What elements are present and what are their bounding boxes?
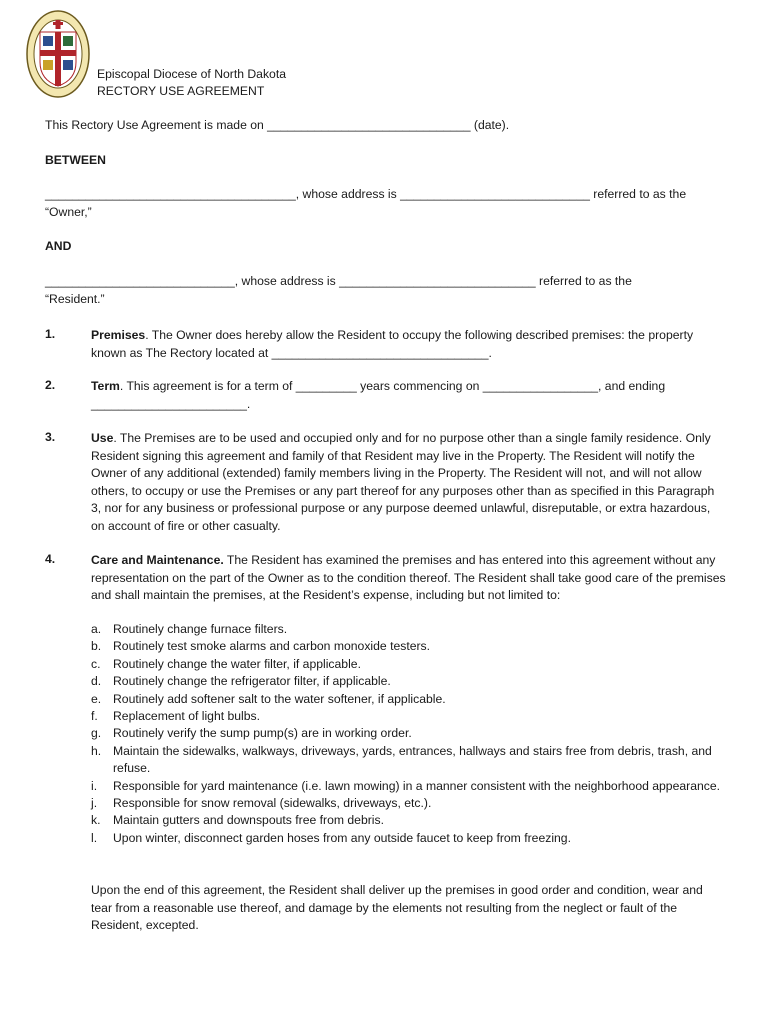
document-title: RECTORY USE AGREEMENT (97, 84, 265, 98)
section-number: 4. (45, 552, 56, 566)
list-item (91, 673, 731, 690)
list-letter: d. (91, 674, 102, 689)
section-text (91, 430, 727, 535)
resident-label: “Resident.” (45, 292, 105, 306)
list-text: Routinely change the water filter, if applicable. (113, 656, 361, 671)
section-title: Care and Maintenance. (91, 553, 224, 567)
section-body: . The Premises are to be used and occupied only and for no purpose other than a single family residence. Only Resident signing this agreement and family of that Resident may live in the Property. The Resident will notify the Owner of any additional (extended) family members living in the Property. The Resident will not, and will not allow others, to occupy or use the Premises or any part thereof for any purposes other than as specified in this Paragraph 3, nor for any business or professional purpose or any purpose deemed unlawful, disreputable, or extra hazardous, on account of fire or other casualty. (91, 431, 715, 533)
section-title: Term (91, 379, 120, 393)
list-text: Routinely change furnace filters. (113, 622, 288, 636)
list-text: Responsible for yard maintenance (i.e. lawn mowing) in a manner consistent with the neighborhood appearance. (113, 778, 721, 793)
diocese-seal-logo (26, 10, 90, 98)
list-letter: j. (91, 796, 98, 811)
section-body: . The Owner does hereby allow the Resident to occupy the following described premises: the property known as The Rectory located at ________________________________. (91, 328, 694, 360)
list-item (91, 812, 731, 829)
section-number: 2. (45, 378, 56, 392)
owner-line: _____________________________________, whose address is ____________________________ referred to as the (45, 187, 687, 201)
list-item (91, 638, 731, 655)
section-title: Use (91, 431, 114, 445)
closing-paragraph: Upon the end of this agreement, the Resident shall deliver up the premises in good order and condition, wear and tear from a reasonable use thereof, and damage by the elements not resulting from the neglect or fault of the Resident, excepted. (91, 883, 703, 932)
list-letter: c. (91, 656, 101, 671)
list-letter: k. (91, 813, 101, 828)
list-item (91, 621, 731, 638)
list-text: Routinely test smoke alarms and carbon monoxide testers. (113, 639, 431, 654)
intro-line: This Rectory Use Agreement is made on ______________________________ (date). (45, 118, 510, 132)
section-text (91, 327, 727, 362)
section-number: 1. (45, 327, 56, 341)
list-text: Routinely add softener salt to the water softener, if applicable. (113, 691, 446, 706)
and-heading: AND (45, 239, 72, 253)
list-text: Upon winter, disconnect garden hoses from any outside faucet to keep from freezing. (113, 830, 571, 845)
section-number: 3. (45, 430, 56, 444)
list-text: Routinely change the refrigerator filter, if applicable. (113, 674, 391, 689)
list-letter: l. (91, 830, 98, 845)
list-letter: e. (91, 691, 102, 706)
list-letter: f. (91, 709, 98, 724)
section-title: Premises (91, 328, 146, 342)
list-item (91, 830, 731, 847)
section-text (91, 378, 727, 413)
section-body: . This agreement is for a term of _________ years commencing on _________________, and ending _______________________. (91, 379, 666, 411)
list-item (91, 691, 731, 708)
list-text: Routinely verify the sump pump(s) are in working order. (113, 726, 412, 741)
list-letter: i. (91, 778, 98, 793)
list-item (91, 743, 731, 778)
resident-line: ____________________________, whose address is _____________________________ referred to as the (45, 274, 632, 288)
list-item (91, 725, 731, 742)
organization-name: Episcopal Diocese of North Dakota (97, 67, 287, 81)
list-text: Responsible for snow removal (sidewalks, driveways, etc.). (113, 796, 432, 811)
list-text: Maintain the sidewalks, walkways, driveways, yards, entrances, hallways and stairs free from debris, trash, and refuse. (113, 743, 712, 776)
list-item (91, 708, 731, 725)
section-text (91, 552, 727, 605)
section-body: The Resident has examined the premises and has entered into this agreement without any representation on the part of the Owner as to the condition thereof. The Resident shall take good care of the premises and shall maintain the premises, at the Resident’s expense, including but not limited to: (91, 553, 726, 602)
list-item (91, 795, 731, 812)
owner-label: “Owner,” (45, 205, 92, 219)
maintenance-list (91, 621, 731, 847)
list-letter: a. (91, 622, 102, 636)
list-text: Maintain gutters and downspouts free from debris. (113, 813, 384, 828)
list-letter: b. (91, 639, 102, 654)
list-item (91, 656, 731, 673)
list-letter: h. (91, 743, 102, 758)
between-heading: BETWEEN (45, 153, 106, 167)
list-letter: g. (91, 726, 102, 741)
list-text: Replacement of light bulbs. (113, 709, 261, 724)
list-item (91, 778, 731, 795)
document-header (97, 66, 286, 100)
